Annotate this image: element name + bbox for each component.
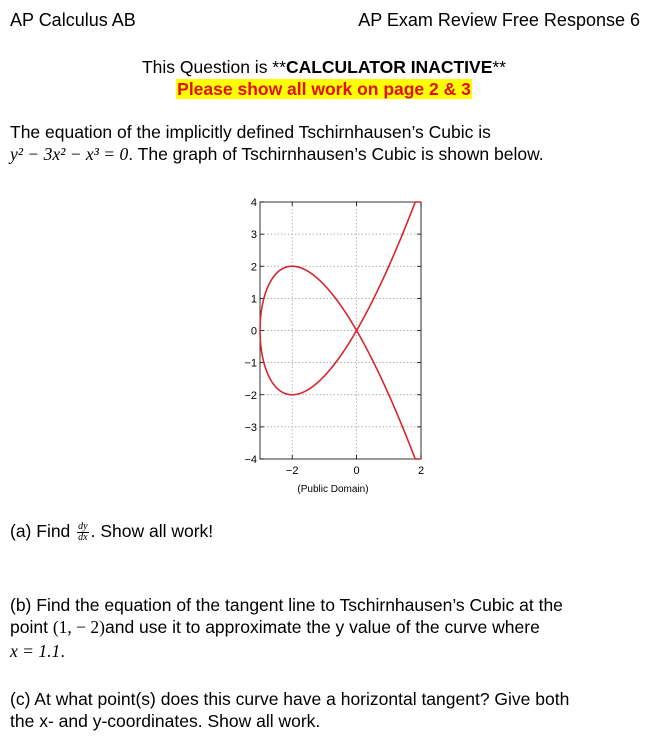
question-b-line-1: (b) Find the equation of the tangent line to Tschirnhausen’s Cubic at the [10,595,563,615]
y-tick-label: −1 [244,357,257,370]
y-tick-label: 1 [250,293,257,306]
calculator-notice: This Question is **CALCULATOR INACTIVE** [141,57,506,77]
graph-caption: (Public Domain) [297,484,369,495]
y-tick-label: 4 [250,197,257,209]
dy-dx-fraction: $\frac{dy}{dx}$ [78,520,88,543]
question-b-line-3: x = 1.1. [10,641,66,661]
y-tick-label: −2 [244,389,257,402]
question-b-line-2: point (1, − 2)and use it to approximate the y value of the curve where [10,617,540,637]
x-tick-label: 0 [353,465,360,477]
x-tick-label: −2 [285,465,299,477]
y-tick-labels [244,197,257,466]
question-c-line-2: the x- and y-coordinates. Show all work. [10,711,321,731]
question-a: (a) Find $\frac{dy}{dx}$ . Show all work! [10,520,214,543]
y-tick-label: 0 [250,325,257,338]
intro-line-1: The equation of the implicitly defined Tschirnhausen’s Cubic is [10,122,491,142]
y-tick-label: 3 [250,229,257,242]
intro-line-2: y² − 3x² − x³ = 0. The graph of Tschirnhausen’s Cubic is shown below. [10,144,544,164]
x-tick-labels [286,465,424,477]
graph-grid [260,202,421,459]
y-tick-label: −3 [244,421,257,434]
y-tick-label: −4 [244,454,257,466]
exam-title: AP Exam Review Free Response 6 [358,10,640,30]
y-tick-label: 2 [250,261,257,274]
course-title: AP Calculus AB [10,10,136,30]
question-c-line-1: (c) At what point(s) does this curve have a horizontal tangent? Give both [10,689,570,709]
work-notice: Please show all work on page 2 & 3 [177,79,471,99]
x-tick-label: 2 [417,465,425,477]
tangent-point: (1, − 2) [52,617,105,637]
cubic-equation: y² − 3x² − x³ = 0 [10,144,129,164]
cubic-graph [220,192,440,498]
